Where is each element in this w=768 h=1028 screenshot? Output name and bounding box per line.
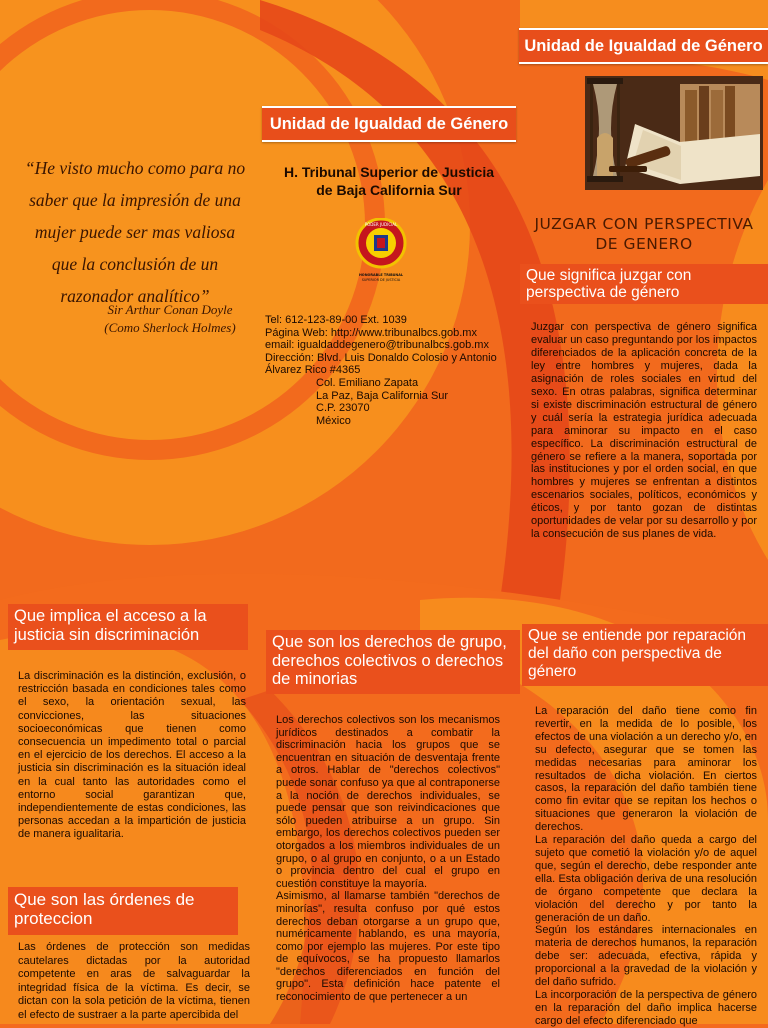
institution-name bbox=[262, 163, 516, 199]
paragraph: La reparación del daño tiene como fin revertir, en la medida de lo posible, los efectos de una violación a un derecho y/o, en su defecto, asegurar que se tomen las medidas necesarias para aminorar los resultados de dicha violación. En ciertos casos, la reparación del daño también tiene como fin evitar que se repitan los hechos o situaciones que generaron la violación de derechos. bbox=[535, 705, 757, 834]
paragraph: Asimismo, al llamarse también "derechos de minorías", resulta confuso por qué estos derechos deban otorgarse a un grupo que, numéricamente hablando, es una mayoría, como por ejemplo las mujeres. Por este tipo de equívocos, se ha propuesto llamarlos "derechos diferenciados en función del grupo". Esta definición hace patente el reconocimiento de que pertenecer a un bbox=[276, 890, 500, 1004]
hourglass-gavel-image bbox=[585, 76, 763, 190]
body-collective bbox=[276, 714, 500, 1004]
body-access bbox=[18, 670, 246, 842]
paragraph: La incorporación de la perspectiva de género en la reparación del daño implica hacerse cargo del efecto diferenciado que bbox=[535, 988, 757, 1027]
contact-address-5: C.P. 23070 bbox=[316, 402, 370, 415]
contact-web[interactable]: Página Web: http://www.tribunalbcs.gob.mx bbox=[265, 326, 477, 339]
institution-line-2: de Baja California Sur bbox=[316, 182, 462, 198]
contact-address-1: Dirección: Blvd. Luis Donaldo Colosio y Antonio bbox=[265, 351, 497, 364]
paragraph: Juzgar con perspectiva de género significa evaluar un caso preguntando por los impactos diferenciados de la aplicación concreta de la ley entre hombres y mujeres, dada la asignación de roles sociales en virtud del sexo. En otras palabras, significa determinar si existe discriminación estructural de género y cuál sería la estrategia jurídica adecuada para aminorar su impacto en el caso específico. La discriminación estructural de género se refiere a la manera, soportada por las instituciones y por el orden social, en que hombres y mujeres se enfrentan a distintos escenarios sociales, políticos, económicos y éticos, y por tanto gozan de distintas oportunidades de velar por su desarrollo y por la consecución de sus planes de vida. bbox=[531, 321, 757, 541]
heading-orders: Que son las órdenes de proteccion bbox=[8, 887, 238, 935]
quote-line: razonador analítico” bbox=[60, 286, 210, 306]
heading-collective: Que son los derechos de grupo, derechos colectivos o derechos de minorias bbox=[266, 630, 520, 694]
quote-line: saber que la impresión de una bbox=[29, 190, 241, 210]
contact-address-3: Col. Emiliano Zapata bbox=[316, 376, 419, 389]
contact-address-6: México bbox=[316, 414, 351, 427]
quote-line: mujer puede ser mas valiosa bbox=[34, 222, 236, 242]
contact-phone: Tel: 612-123-89-00 Ext. 1039 bbox=[265, 314, 407, 326]
quote-author bbox=[80, 301, 260, 337]
quote-author-name: Sir Arthur Conan Doyle bbox=[107, 302, 233, 317]
seal-text-bottom-1: HONORABLE TRIBUNAL bbox=[358, 273, 404, 277]
paragraph: Según los estándares internacionales en materia de derechos humanos, la reparación debe ser: adecuada, efectiva, rápida y proporcional a la gravedad de la violación y del daño sufrido. bbox=[535, 924, 757, 989]
contact-email[interactable]: email: igualdaddegenero@tribunalbcs.gob.mx bbox=[265, 339, 489, 352]
court-seal-icon bbox=[350, 218, 412, 288]
paragraph: La reparación del daño queda a cargo del sujeto que cometió la violación y/o de aquel que, según el derecho, debe responder ante ella. Esta obligación deriva de una resolución de órgano competente que declara la violación del derecho y por tanto la generación de un daño. bbox=[535, 834, 757, 924]
contact-block bbox=[265, 314, 520, 427]
paragraph: Las órdenes de protección son medidas cautelares dictadas por la autoridad competente en aras de salvaguardar la integridad física de la víctima. Es decir, se dictan con la sola petición de la víctima, tienen el efecto de sustraer a la parte apercibida del bbox=[18, 941, 250, 1021]
seal-text-top: PODER JUDICIAL bbox=[364, 222, 398, 227]
heading-access: Que implica el acceso a la justicia sin discriminación bbox=[8, 604, 248, 650]
contact-address-2: Álvarez Rico #4365 bbox=[265, 364, 361, 377]
heading-reparation: Que se entiende por reparación del daño con perspectiva de género bbox=[522, 624, 768, 686]
body-orders bbox=[18, 941, 250, 1022]
quote-line: “He visto mucho como para no bbox=[24, 158, 246, 178]
title-line-2: DE GENERO bbox=[595, 235, 693, 253]
paragraph: La discriminación es la distinción, exclusión, o restricción basada en condiciones tales como el sexo, la orientación sexual, las convicciones, las situaciones socioeconómicas que tienen como consecuencia un impedimento total o parcial en el ejercicio de los derechos. El acceso a la justicia sin discriminación es la situación ideal en la cual tanto las autoridades como el entorno social garantizan que, independientemente de estas condiciones, las personas accedan a la impartición de justicia de manera igualitaria. bbox=[18, 670, 246, 841]
institution-line-1: H. Tribunal Superior de Justicia bbox=[283, 164, 495, 180]
contact-address-4: La Paz, Baja California Sur bbox=[316, 389, 449, 402]
body-juzgar bbox=[531, 321, 757, 541]
middle-banner: Unidad de Igualdad de Género bbox=[262, 106, 516, 142]
right-panel-title bbox=[520, 214, 768, 254]
seal-text-bottom-2: SUPERIOR DE JUSTICIA bbox=[361, 278, 401, 282]
body-reparation bbox=[535, 705, 757, 1028]
title-line-1: JUZGAR CON PERSPECTIVA bbox=[534, 215, 754, 233]
quote-line: que la conclusión de un bbox=[51, 254, 219, 274]
right-banner: Unidad de Igualdad de Género bbox=[519, 28, 768, 64]
quote-author-note: (Como Sherlock Holmes) bbox=[104, 320, 236, 335]
paragraph: Los derechos colectivos son los mecanismos jurídicos destinados a combatir la discriminación hacia los grupos que se encuentran en situación de desventaja frente a otros. Hablar de "derechos colectivos" puede sonar confuso ya que al contraponerse a la noción de derechos individuales, se puede pensar que son reivindicaciones que sólo pueden atribuirse a un grupo. Sin embargo, los derechos colectivos pueden ser otorgados a los miembros individuales de un grupo, o al grupo en conjunto, o a un Estado o provincia dentro del cual el grupo en cuestión constituye la mayoría. bbox=[276, 714, 500, 890]
quote-block bbox=[10, 152, 260, 312]
heading-juzgar: Que significa juzgar con perspectiva de género bbox=[520, 264, 768, 304]
